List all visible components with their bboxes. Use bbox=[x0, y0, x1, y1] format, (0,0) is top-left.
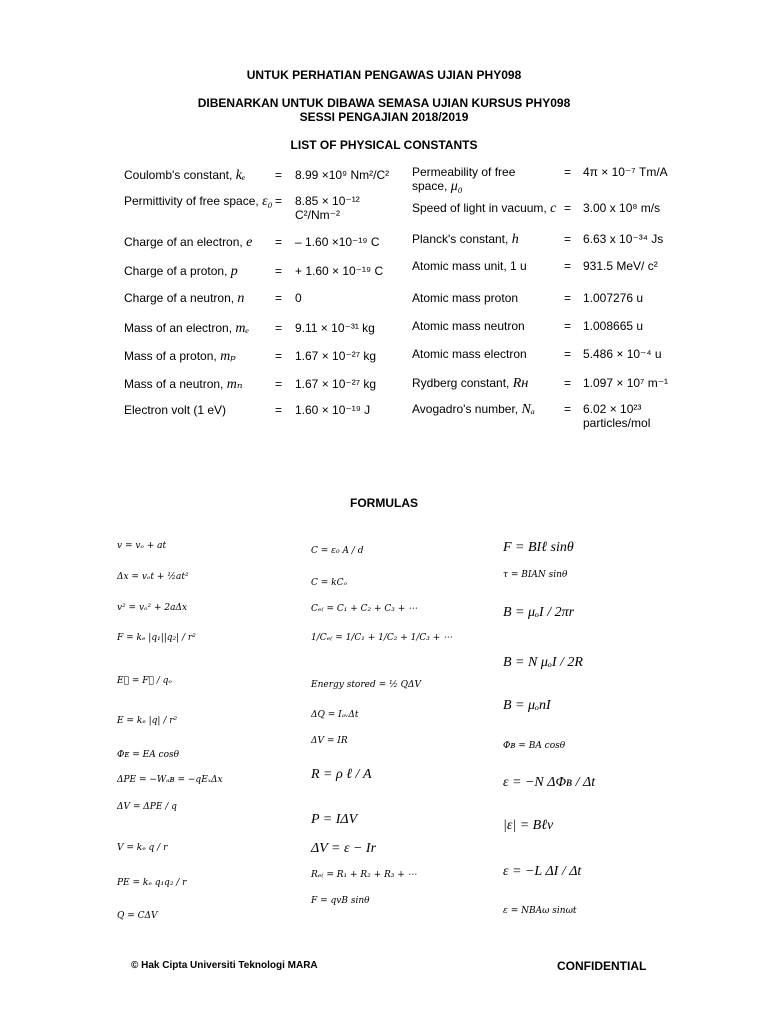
equals-sign: = bbox=[564, 259, 572, 273]
constant-name: Mass of an electron, mₑ bbox=[124, 321, 250, 336]
equals-sign: = bbox=[275, 321, 283, 335]
formula: ΔV = ε − Ir bbox=[311, 841, 377, 856]
constant-value-text: 1.67 × 10⁻²⁷ kg bbox=[295, 377, 377, 391]
constant-name: Charge of a neutron, n bbox=[124, 291, 245, 306]
constants-title: LIST OF PHYSICAL CONSTANTS bbox=[290, 138, 478, 152]
formula: E⃗ = F⃗ / qₒ bbox=[117, 676, 172, 686]
constant-value bbox=[295, 194, 405, 222]
constant-name bbox=[412, 291, 562, 305]
constant-value-text: 8.99 ×10⁹ Nm²/C² bbox=[295, 168, 390, 182]
constant-value bbox=[295, 377, 405, 391]
constant-value bbox=[295, 235, 405, 249]
constant-value-text: – 1.60 ×10⁻¹⁹ C bbox=[295, 235, 380, 249]
constant-value-text: 4π × 10⁻⁷ Tm/A bbox=[583, 165, 668, 179]
formula: Φᴇ = EA cosθ bbox=[117, 750, 180, 760]
constant-value-text: 931.5 MeV/ c² bbox=[583, 259, 658, 273]
formula: F = BIℓ sinθ bbox=[503, 540, 574, 555]
equals-sign: = bbox=[564, 165, 572, 179]
equals-sign: = bbox=[564, 319, 572, 333]
constant-name bbox=[412, 376, 562, 391]
constant-value bbox=[583, 201, 683, 215]
formula: C = ε₀ A / d bbox=[311, 546, 364, 556]
constant-value-text: 5.486 × 10⁻⁴ u bbox=[583, 347, 662, 361]
constant-name-text: Atomic mass electron bbox=[412, 347, 527, 361]
formula: B = μₒI / 2πr bbox=[503, 605, 575, 620]
constant-value-text: 1.67 × 10⁻²⁷ kg bbox=[295, 349, 377, 363]
equals-sign: = bbox=[275, 235, 283, 249]
formula: ε = −L ΔI / Δt bbox=[503, 864, 582, 879]
constant-symbol: mₙ bbox=[226, 377, 243, 392]
constant-value-text: 0 bbox=[295, 291, 302, 305]
formula: Δx = vₒt + ½at² bbox=[117, 572, 189, 582]
formula: E = kₑ |q| / r² bbox=[117, 716, 178, 726]
equals-sign: = bbox=[275, 264, 283, 278]
constant-name bbox=[412, 201, 562, 216]
equals-sign: = bbox=[564, 402, 572, 416]
formula: Cₑ₍ = C₁ + C₂ + C₃ + ⋯ bbox=[311, 604, 418, 614]
formulas-title: FORMULAS bbox=[350, 496, 418, 510]
equals-sign: = bbox=[564, 201, 572, 215]
constant-name bbox=[412, 259, 562, 273]
constant-symbol: Nₐ bbox=[521, 402, 535, 417]
constant-symbol: p bbox=[230, 264, 238, 279]
constant-value bbox=[295, 349, 405, 363]
formula: R = ρ ℓ / A bbox=[311, 767, 372, 782]
equals-sign: = bbox=[275, 349, 283, 363]
formula: C = kCₒ bbox=[311, 578, 347, 588]
formula: Rₑ₍ = R₁ + R₂ + R₃ + ⋯ bbox=[311, 870, 417, 880]
constant-value-text: + 1.60 × 10⁻¹⁹ C bbox=[295, 264, 384, 278]
constant-name-text: Planck's constant, bbox=[412, 232, 509, 246]
formula: ΔV = ΔPE / q bbox=[117, 802, 177, 812]
constant-value-text: 1.008665 u bbox=[583, 319, 644, 333]
constant-value-text: 8.85 × 10⁻¹² bbox=[295, 194, 360, 208]
equals-sign: = bbox=[275, 168, 283, 182]
constant-name-text: Speed of light in vacuum, bbox=[412, 201, 547, 215]
constant-symbol: h bbox=[511, 232, 519, 247]
constant-symbol: e bbox=[246, 235, 253, 250]
constant-value-text: 3.00 x 10⁸ m/s bbox=[583, 201, 661, 215]
header-line-2: DIBENARKAN UNTUK DIBAWA SEMASA UJIAN KURSUS PHY098 bbox=[197, 96, 571, 110]
formula: B = μₒnI bbox=[503, 698, 551, 713]
equals-sign: = bbox=[564, 291, 572, 305]
formula: F = kₑ |q₁||q₂| / r² bbox=[117, 633, 196, 643]
constant-value-text: 9.11 × 10⁻³¹ kg bbox=[295, 321, 375, 335]
constant-name: Charge of an electron, e bbox=[124, 235, 253, 250]
constant-name: Coulomb's constant, kₑ bbox=[124, 168, 246, 183]
constant-value bbox=[295, 291, 405, 305]
equals-sign: = bbox=[275, 377, 283, 391]
constant-symbol: ε₀ bbox=[262, 194, 273, 209]
formula: ε = −N ΔΦʙ / Δt bbox=[503, 775, 596, 790]
equals-sign: = bbox=[564, 347, 572, 361]
formula: ΔV = IR bbox=[311, 736, 348, 746]
equals-sign: = bbox=[275, 194, 283, 208]
constant-name bbox=[412, 319, 562, 333]
constant-value bbox=[583, 347, 683, 361]
formula: ΔQ = IₐᵥΔt bbox=[311, 710, 359, 720]
constant-name: Mass of a neutron, mₙ bbox=[124, 377, 243, 392]
constant-value bbox=[295, 403, 405, 417]
formula: B = N μₒI / 2R bbox=[503, 655, 583, 670]
formula: F = qvB sinθ bbox=[311, 896, 370, 906]
formula: Q = CΔV bbox=[117, 911, 158, 921]
equals-sign: = bbox=[564, 232, 572, 246]
constant-name-text: space, bbox=[412, 179, 448, 193]
constant-name-text: Rydberg constant, bbox=[412, 376, 510, 390]
constant-name: Permittivity of free space, ε₀ bbox=[124, 194, 273, 209]
constant-symbol: kₑ bbox=[235, 168, 246, 183]
constant-name bbox=[412, 165, 562, 194]
constant-name: Mass of a proton, mₚ bbox=[124, 349, 236, 364]
constant-value bbox=[583, 232, 683, 246]
formula: V = kₑ q / r bbox=[117, 843, 168, 853]
constant-value bbox=[583, 319, 683, 333]
constant-name-text: Permeability of free bbox=[412, 165, 516, 179]
constant-value-unit: particles/mol bbox=[583, 416, 651, 430]
constant-name bbox=[412, 347, 562, 361]
constant-value-text: 6.63 x 10⁻³⁴ Js bbox=[583, 232, 664, 246]
constant-value-text: 1.007276 u bbox=[583, 291, 644, 305]
constant-name-text: Atomic mass proton bbox=[412, 291, 519, 305]
header-line-1: UNTUK PERHATIAN PENGAWAS UJIAN PHY098 bbox=[246, 68, 522, 82]
constant-value bbox=[295, 321, 405, 335]
header-line-3: SESSI PENGAJIAN 2018/2019 bbox=[299, 110, 469, 124]
constant-value bbox=[583, 291, 683, 305]
constant-symbol: Rʜ bbox=[512, 376, 529, 391]
constant-symbol: mₑ bbox=[235, 321, 250, 336]
constant-symbol: c bbox=[550, 201, 557, 216]
constant-name: Charge of a proton, p bbox=[124, 264, 238, 279]
constant-value bbox=[295, 264, 405, 278]
constant-value bbox=[583, 165, 683, 179]
formula: P = IΔV bbox=[311, 812, 358, 827]
constant-symbol: mₚ bbox=[220, 349, 236, 364]
constant-symbol: n bbox=[237, 291, 245, 306]
formula: τ = BIAN sinθ bbox=[503, 570, 568, 580]
formula: Energy stored = ½ QΔV bbox=[311, 680, 421, 690]
formula: v = vₒ + at bbox=[117, 541, 167, 551]
formula: v² = vₒ² + 2aΔx bbox=[117, 603, 188, 613]
equals-sign: = bbox=[275, 291, 283, 305]
equals-sign: = bbox=[564, 376, 572, 390]
formula: 1/Cₑ₍ = 1/C₁ + 1/C₂ + 1/C₃ + ⋯ bbox=[311, 633, 453, 643]
footer-confidential: CONFIDENTIAL bbox=[557, 959, 647, 973]
formula: |ε| = Bℓv bbox=[503, 818, 554, 833]
constant-name: Electron volt (1 eV) bbox=[124, 403, 227, 417]
constant-name-text: Atomic mass neutron bbox=[412, 319, 525, 333]
constant-value bbox=[583, 259, 683, 273]
formula: PE = kₑ q₁q₂ / r bbox=[117, 878, 187, 888]
formula: Φʙ = BA cosθ bbox=[503, 741, 566, 751]
constant-value-text: 6.02 × 10²³ bbox=[583, 402, 642, 416]
constant-value-text: 1.60 × 10⁻¹⁹ J bbox=[295, 403, 371, 417]
constant-name-text: Avogadro's number, bbox=[412, 402, 519, 416]
constant-name bbox=[412, 402, 562, 417]
equals-sign: = bbox=[275, 403, 283, 417]
constant-value bbox=[583, 402, 683, 430]
constant-value bbox=[583, 376, 683, 390]
constant-value bbox=[295, 168, 405, 182]
constant-value-text: 1.097 × 10⁷ m⁻¹ bbox=[583, 376, 669, 390]
footer-copyright: © Hak Cipta Universiti Teknologi MARA bbox=[131, 960, 318, 971]
formula: ΔPE = −Wₐʙ = −qEₓΔx bbox=[117, 775, 223, 785]
constant-name bbox=[412, 232, 562, 247]
constant-symbol: μ₀ bbox=[450, 179, 463, 194]
formula: ε = NBAω sinωt bbox=[503, 906, 577, 916]
constant-name-text: Atomic mass unit, 1 u bbox=[412, 259, 527, 273]
constant-value-unit: C²/Nm⁻² bbox=[295, 208, 340, 222]
